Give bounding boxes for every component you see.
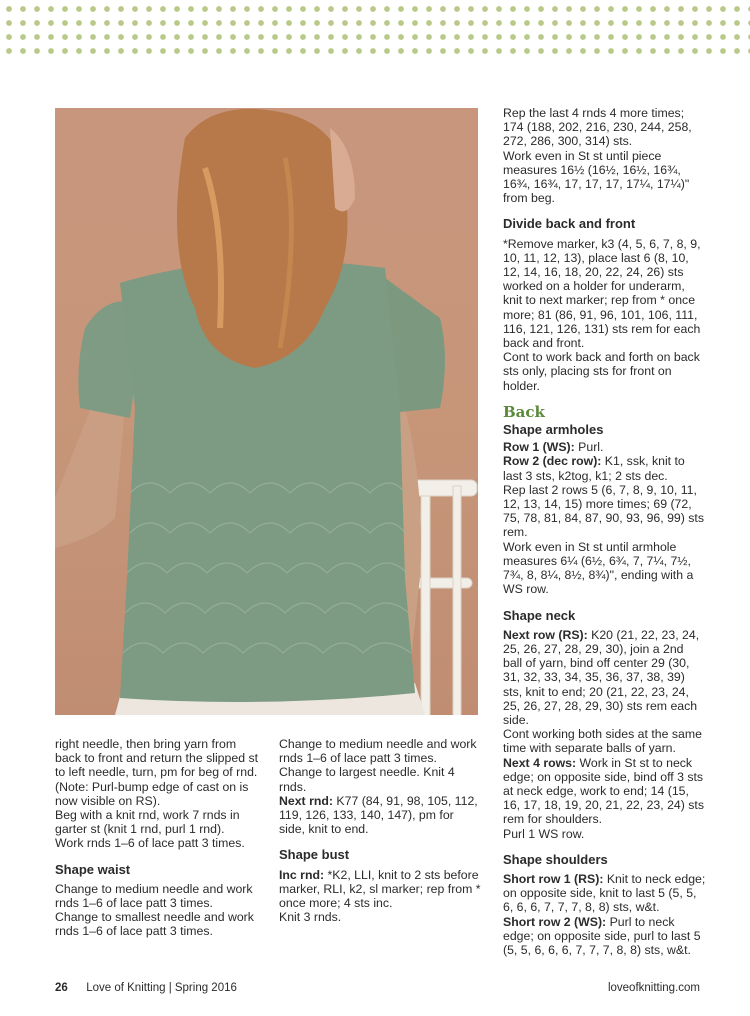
instruction-label: Next row (RS):	[503, 627, 588, 642]
heading-shape-neck: Shape neck	[503, 607, 576, 623]
issue-date: | Spring 2016	[168, 982, 237, 994]
paragraph: Rep the last 4 rnds 4 more times; 174 (188, 202, 216, 230, 244, 258, 272, 286, 300, 314) sts.	[503, 106, 692, 149]
section-heading-back: Back	[503, 402, 545, 421]
paragraph: Short row 1 (RS): Knit to neck edge; on opposite side, knit to last 5 (5, 5, 6, 6, 6, 7, 7, 7, 8, 8) sts, w&t.	[503, 871, 706, 915]
instruction-label: Next rnd:	[279, 793, 333, 808]
heading-shape-waist: Shape waist	[55, 861, 131, 877]
paragraph: Cont to work back and forth on back sts only, placing sts for front on holder.	[503, 350, 700, 393]
model-photo	[55, 108, 478, 715]
paragraph: Rep last 2 rows 5 (6, 7, 8, 9, 10, 11, 12, 13, 14, 15) more times; 69 (72, 75, 78, 81, 84, 87, 90, 93, 96, 99) sts rem.	[503, 482, 704, 540]
website-link[interactable]: loveofknitting.com	[607, 982, 700, 994]
paragraph: Change to largest needle. Knit 4 rnds.	[279, 765, 455, 794]
paragraph: Next row (RS): K20 (21, 22, 23, 24, 25, 26, 27, 28, 29, 30), join a 2nd ball of yarn, bind off center 29 (30, 31, 32, 33, 34, 35, 36, 37, 38, 39) sts, knit to end; 20 (21, 22, 23, 24, 25, 26, 27, 28, 29, 30) sts rem each side.	[503, 627, 700, 727]
instruction-label: Row 2 (dec row):	[503, 454, 602, 469]
instruction-label: Next 4 rows:	[503, 755, 577, 770]
instruction-label: Inc rnd:	[279, 867, 325, 882]
paragraph: Short row 2 (WS): Purl to neck edge; on opposite side, purl to last 5 (5, 5, 6, 6, 6, 7, 7, 7, 8, 8) sts, w&t.	[503, 914, 701, 957]
knit-top-photo-icon	[55, 108, 478, 715]
column-2	[279, 737, 482, 924]
heading-shape-shoulders: Shape shoulders	[503, 851, 608, 867]
paragraph: Cont working both sides at the same time with separate balls of yarn.	[503, 727, 702, 756]
paragraph: Change to medium needle and work rnds 1–6 of lace patt 3 times.	[279, 737, 477, 766]
paragraph: Inc rnd: *K2, LLI, knit to 2 sts before marker, RLI, k2, sl marker; rep from * once more; 4 sts inc.	[279, 867, 481, 911]
instruction-label: Short row 1 (RS):	[503, 871, 604, 886]
paragraph: Next 4 rows: Work in St st to neck edge; on opposite side, bind off 3 sts at neck edge, work to end; 14 (15, 16, 17, 18, 19, 20, 21, 22, 23, 24) sts rem for shoulders.	[503, 755, 704, 827]
paragraph: Beg with a knit rnd, work 7 rnds in garter st (knit 1 rnd, purl 1 rnd).	[55, 808, 240, 837]
paragraph: Row 1 (WS): Purl.	[503, 440, 604, 455]
heading-shape-bust: Shape bust	[279, 847, 350, 863]
paragraph: right needle, then bring yarn from back to front and return the slipped st to left needle, turn, pm for beg of rnd. (Note: Purl-bump edge of cast on is now visible on RS).	[55, 737, 259, 808]
paragraph: Purl 1 WS row.	[503, 826, 585, 841]
polka-dot-header	[0, 0, 750, 62]
heading-divide-back-front: Divide back and front	[503, 216, 636, 232]
paragraph: Knit 3 rnds.	[279, 910, 342, 925]
page-number: 26	[55, 982, 68, 994]
instruction-label: Row 1 (WS):	[503, 440, 575, 455]
paragraph: Next rnd: K77 (84, 91, 98, 105, 112, 119, 126, 133, 140, 147), pm for side, knit to end.	[279, 793, 478, 837]
paragraph: Work even in St st until piece measures 16½ (16½, 16½, 16¾, 16¾, 16¾, 17, 17, 17, 17¼, 17¼)" from beg.	[503, 148, 690, 206]
magazine-title: Love of Knitting	[86, 982, 166, 994]
column-1	[55, 737, 265, 939]
paragraph: Row 2 (dec row): K1, ssk, knit to last 3 sts, k2tog, k1; 2 sts dec.	[503, 454, 685, 483]
paragraph: *Remove marker, k3 (4, 5, 6, 7, 8, 9, 10, 11, 12, 13), place last 6 (8, 10, 12, 14, 16, 18, 20, 22, 24, 26) sts worked on a holder for underarm, knit to next marker; rep from * once more; 81 (86, 91, 96, 101, 106, 111, 116, 121, 126, 131) sts rem for each back and front.	[503, 236, 701, 351]
instruction-label: Short row 2 (WS):	[503, 914, 607, 929]
heading-shape-armholes: Shape armholes	[503, 422, 604, 438]
paragraph: Change to smallest needle and work rnds 1–6 of lace patt 3 times.	[55, 910, 254, 939]
paragraph: Change to medium needle and work rnds 1–6 of lace patt 3 times.	[55, 881, 253, 911]
paragraph: Work even in St st until armhole measures 6¼ (6½, 6¾, 7, 7¼, 7½, 7¾, 8, 8¼, 8½, 8¾)", ending with a WS row.	[503, 539, 694, 597]
paragraph: Work rnds 1–6 of lace patt 3 times.	[55, 836, 245, 851]
column-3	[503, 106, 706, 957]
footer-left	[55, 982, 237, 994]
